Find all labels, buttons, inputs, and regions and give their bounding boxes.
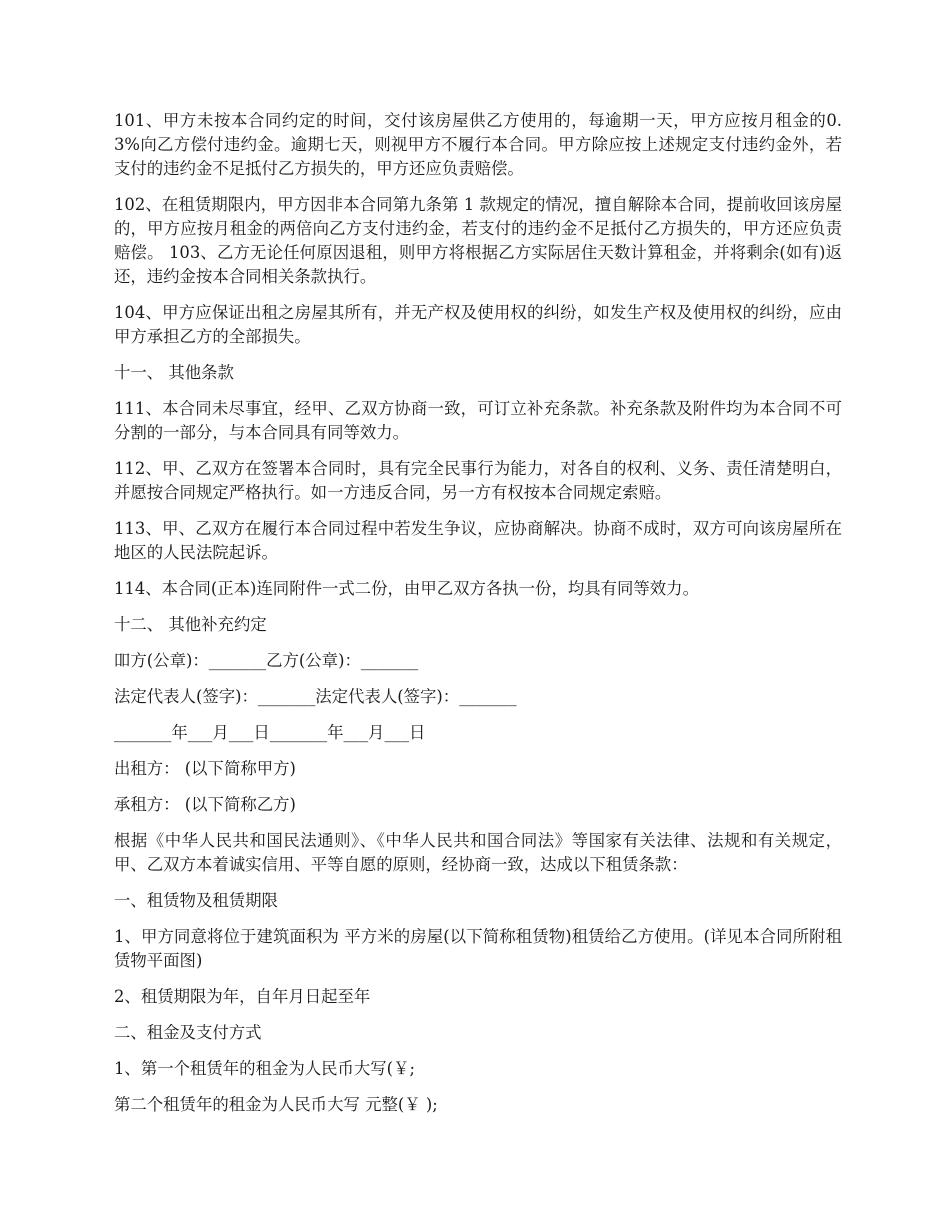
section-heading-rent: 二、租金及支付方式: [114, 1023, 262, 1042]
section-heading-supplementary: 十二、 其他补充约定: [114, 615, 267, 634]
lease-term-clause-2: 2、租赁期限为年，自年月日起至年: [114, 987, 371, 1006]
preamble: 根据《中华人民共和国民法通则》、《中华人民共和国合同法》等国家有关法律、法规和有关规定，甲、乙双方本着诚实信用、平等自愿的原则，经协商一致，达成以下租赁条款：: [114, 831, 842, 874]
clause-104: 104、甲方应保证出租之房屋其所有，并无产权及使用权的纠纷，如发生产权及使用权的纠纷，应由甲方承担乙方的全部损失。: [114, 303, 842, 346]
lease-object-clause-1: 1、甲方同意将位于建筑面积为 平方米的房屋(以下简称租赁物)租赁给乙方使用。(详见本合同所附租赁物平面图): [114, 927, 842, 970]
lessor-line: 出租方： (以下简称甲方): [114, 759, 296, 778]
clause-112: 112、甲、乙双方在签署本合同时，具有完全民事行为能力，对各自的权利、义务、责任清楚明白，并愿按合同规定严格执行。如一方违反合同，另一方有权按本合同规定索赔。: [114, 459, 842, 502]
signature-line: 法定代表人(签字)：_______法定代表人(签字)：_______: [114, 687, 517, 706]
section-heading-lease-object: 一、租赁物及租赁期限: [114, 891, 278, 910]
rent-clause-1: 1、第一个租赁年的租金为人民币大写(￥;: [114, 1059, 415, 1078]
date-line: _______年___月___日_______年___月___日: [114, 723, 426, 742]
clause-111: 111、本合同未尽事宜，经甲、乙双方协商一致，可订立补充条款。补充条款及附件均为本合同不可分割的一部分，与本合同具有同等效力。: [114, 399, 842, 442]
clause-114: 114、本合同(正本)连同附件一式二份，由甲乙双方各执一份，均具有同等效力。: [114, 579, 699, 598]
clause-102-103: 102、在租赁期限内，甲方因非本合同第九条第 1 款规定的情况，擅自解除本合同，提前收回该房屋的，甲方应按月租金的两倍向乙方支付违约金，若支付的违约金不足抵付乙方损失的，甲方还应负责赔偿。 103、乙方无论任何原因退租，则甲方将根据乙方实际居住天数计算租金，并将剩余(如有)返还，违约金按本合同相关条款执行。: [114, 195, 842, 286]
rent-second-year: 第二个租赁年的租金为人民币大写 元整(￥ );: [114, 1095, 438, 1114]
document-body: [114, 109, 842, 1129]
clause-113: 113、甲、乙双方在履行本合同过程中若发生争议，应协商解决。协商不成时，双方可向该房屋所在地区的人民法院起诉。: [114, 519, 842, 562]
clause-101: 101、甲方未按本合同约定的时间，交付该房屋供乙方使用的，每逾期一天，甲方应按月租金的0.3%向乙方偿付违约金。逾期七天，则视甲方不履行本合同。甲方除应按上述规定支付违约金外，若支付的违约金不足抵付乙方损失的，甲方还应负责赔偿。: [114, 111, 842, 178]
lessee-line: 承租方： (以下简称乙方): [114, 795, 296, 814]
seal-line: 吅方(公章)：_______乙方(公章)：_______: [114, 651, 419, 670]
section-heading-other-terms: 十一、 其他条款: [114, 363, 234, 382]
